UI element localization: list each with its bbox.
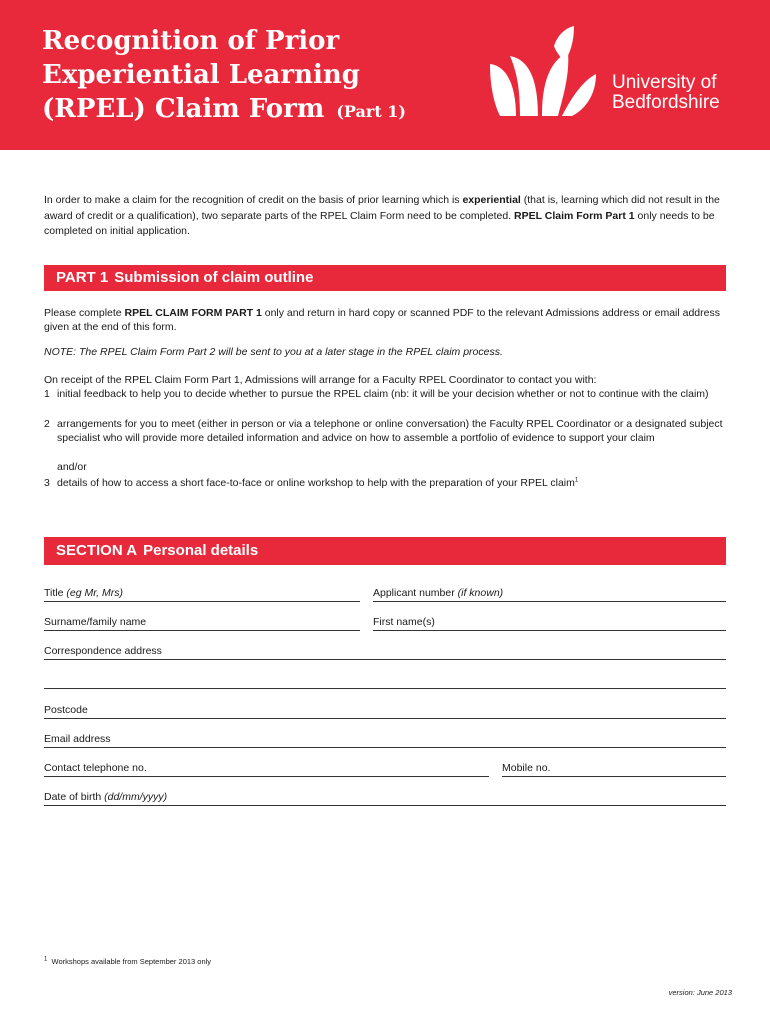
applicant-number-field-label	[373, 587, 503, 599]
first-name-label: First name(s)	[373, 616, 435, 628]
intro-bold-2: RPEL Claim Form Part 1	[514, 209, 635, 222]
surname-input-line[interactable]	[44, 630, 360, 631]
list-item	[44, 477, 724, 491]
intro-bold-1: experiential	[462, 194, 521, 206]
first-name-input-line[interactable]	[373, 630, 726, 631]
surname-label: Surname/family name	[44, 616, 147, 628]
list-item-text: details of how to access a short face-to-face or online workshop to help with the preparation of your RPEL claim	[57, 477, 575, 489]
title-field-label	[44, 587, 123, 599]
email-input-line[interactable]	[44, 747, 726, 748]
and-or-text: and/or	[57, 461, 87, 473]
title-hint: (eg Mr, Mrs)	[66, 587, 123, 599]
section-a-title: Personal details	[143, 542, 259, 559]
footnote-ref: 1	[574, 477, 579, 484]
dob-field-label	[44, 791, 167, 803]
applicant-hint: (if known)	[457, 587, 504, 599]
list-item-text: initial feedback to help you to decide whether to pursue the RPEL claim (nb: it will be your decision whether or not to continue with the claim)	[57, 388, 709, 400]
part1-receipt: On receipt of the RPEL Claim Form Part 1, Admissions will arrange for a Faculty RPEL Coordinator to contact you with:	[44, 374, 597, 386]
part1-text-bold: RPEL CLAIM FORM PART 1	[124, 307, 262, 319]
university-logo-icon	[488, 26, 598, 116]
part1-instructions	[44, 306, 730, 334]
list-item-number: 3	[44, 477, 50, 489]
intro-paragraph	[44, 193, 730, 240]
footnote-text: Workshops available from September 2013 only	[51, 957, 212, 966]
address-label: Correspondence address	[44, 645, 162, 657]
list-item	[44, 418, 724, 445]
phone-input-line[interactable]	[44, 776, 489, 777]
contact-list-3	[44, 477, 724, 491]
title-line-1: Recognition of Prior	[42, 26, 340, 56]
list-item-number: 1	[44, 388, 50, 400]
university-name-line-1: University of	[612, 72, 717, 93]
phone-label: Contact telephone no.	[44, 762, 147, 774]
university-name-line-2: Bedfordshire	[612, 92, 720, 113]
list-item-text: arrangements for you to meet (either in person or via a telephone or online conversation) the Faculty RPEL Coordinator or a designated subject specialist who will provide more detailed information and advice on how to assemble a portfolio of evidence to support your claim	[57, 418, 723, 444]
mobile-input-line[interactable]	[502, 776, 726, 777]
title-line-2: Experiential Learning	[42, 60, 360, 90]
email-label: Email address	[44, 733, 111, 745]
postcode-input-line[interactable]	[44, 718, 726, 719]
footnote-mark: 1	[44, 956, 48, 963]
address-input-line-1[interactable]	[44, 659, 726, 660]
part1-note: NOTE: The RPEL Claim Form Part 2 will be sent to you at a later stage in the RPEL claim process.	[44, 346, 503, 358]
section-a-heading	[44, 537, 726, 565]
version-label: version: June 2013	[668, 988, 732, 997]
part1-title: Submission of claim outline	[114, 269, 314, 286]
address-input-line-2[interactable]	[44, 688, 726, 689]
mobile-label: Mobile no.	[502, 762, 551, 774]
part1-text-a: Please complete	[44, 307, 125, 319]
university-name	[612, 73, 720, 113]
part1-heading	[44, 265, 726, 291]
dob-hint: (dd/mm/yyyy)	[104, 791, 168, 803]
dob-input-line[interactable]	[44, 805, 726, 806]
list-item-number: 2	[44, 418, 50, 430]
part1-text-c: only and return in hard copy or scanned PDF to the relevant Admissions address or email address given at the end of this form.	[44, 307, 720, 333]
header-banner	[0, 0, 770, 150]
title-label: Title	[44, 587, 64, 599]
title-input-line[interactable]	[44, 601, 360, 602]
applicant-number-input-line[interactable]	[373, 601, 726, 602]
list-item	[44, 388, 724, 402]
title-part: (Part 1)	[336, 102, 406, 121]
title-line-3: (RPEL) Claim Form	[42, 94, 325, 124]
intro-text-3: only needs to be completed on initial application.	[44, 209, 715, 237]
dob-label: Date of birth	[44, 791, 102, 803]
intro-text-1: In order to make a claim for the recognition of credit on the basis of prior learning which is	[44, 194, 463, 206]
form-title	[42, 24, 482, 129]
postcode-label: Postcode	[44, 704, 88, 716]
applicant-label: Applicant number	[373, 587, 455, 599]
contact-list-2	[44, 418, 724, 445]
intro-text-2: (that is, learning which did not result in the award of credit or a qualification), two separate parts of the RPEL Claim Form need to be completed.	[44, 194, 720, 222]
footnote	[44, 957, 211, 966]
part1-number: PART 1	[56, 269, 109, 286]
contact-list-1	[44, 388, 724, 402]
section-a-label: SECTION A	[56, 542, 138, 559]
